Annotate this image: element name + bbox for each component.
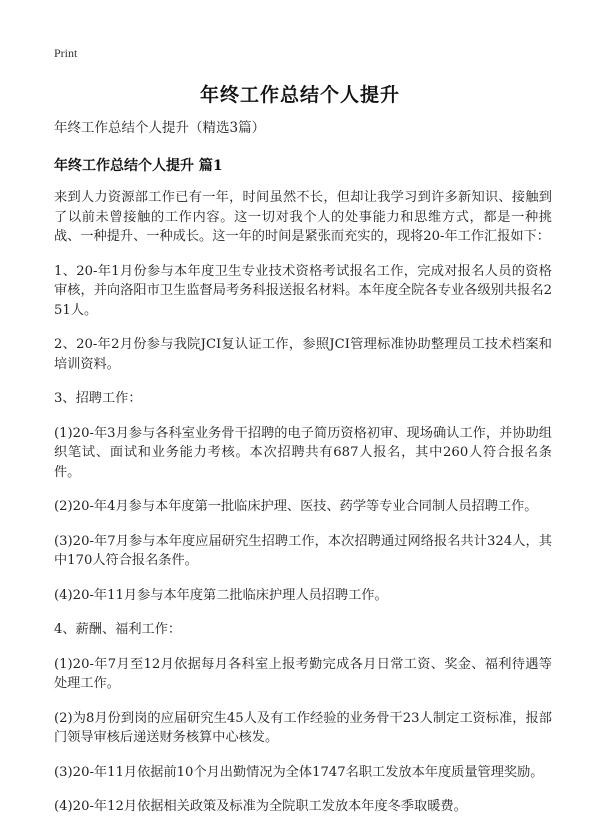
paragraph-salary-2: (2)为8月份到岗的应届研究生45人及有工作经验的业务骨干23人制定工资标准，报部门领导审核后递送财务核算中心核发。 [54,710,552,745]
document-title: 年终工作总结个人提升 [199,84,400,106]
section-heading: 年终工作总结个人提升 篇1 [54,158,223,174]
paragraph-recruitment-3: (3)20-年7月参与本年度应届研究生招聘工作，本次招聘通过网络报名共计324人，其中170人符合报名条件。 [54,533,552,568]
paragraph-recruitment-4: (4)20-年11月参与本年度第二批临床护理人员招聘工作。 [54,587,388,603]
paragraph-salary-4: (4)20-年12月依据相关政策及标准为全院职工发放本年度冬季取暖费。 [54,799,467,814]
paragraph-item-2: 2、20-年2月份参与我院JCI复认证工作，参照JCI管理标准协助整理员工技术档案和培训资料。 [54,337,552,372]
paragraph-intro: 来到人力资源部工作已有一年，时间虽然不长，但却让我学习到许多新知识、接触到了以前未曾接触的工作内容。这一切对我个人的处事能力和思维方式，都是一种挑战、一种提升、一种成长。这一年的时间是紧张而充实的，现将20-年工作汇报如下： [54,190,552,244]
document-body [54,118,552,832]
print-label: Print [54,46,78,60]
paragraph-salary-1: (1)20-年7月至12月依据每月各科室上报考勤完成各月日常工资、奖金、福利待遇等处理工作。 [54,656,552,691]
paragraph-recruitment-heading: 3、招聘工作： [54,391,142,406]
paragraph-recruitment-1: (1)20-年3月参与各科室业务骨干招聘的电子简历资格初审、现场确认工作，并协助组织笔试、面试和业务能力考核。本次招聘共有687人报名，其中260人符合报名条件。 [54,425,552,480]
paragraph-salary-3: (3)20-年11月依据前10个月出勤情况为全体1747名职工发放本年度质量管理奖励。 [54,764,544,780]
document-subtitle: 年终工作总结个人提升（精选3篇） [54,120,266,136]
paragraph-salary-heading: 4、薪酬、福利工作： [54,622,182,637]
paragraph-recruitment-2: (2)20-年4月参与本年度第一批临床护理、医技、药学等专业合同制人员招聘工作。 [54,499,538,514]
paragraph-item-1: 1、20-年1月份参与本年度卫生专业技术资格考试报名工作，完成对报名人员的资格审核，并向洛阳市卫生监督局考务科报送报名材料。本年度全院各专业各级别共报名251人。 [54,263,552,318]
